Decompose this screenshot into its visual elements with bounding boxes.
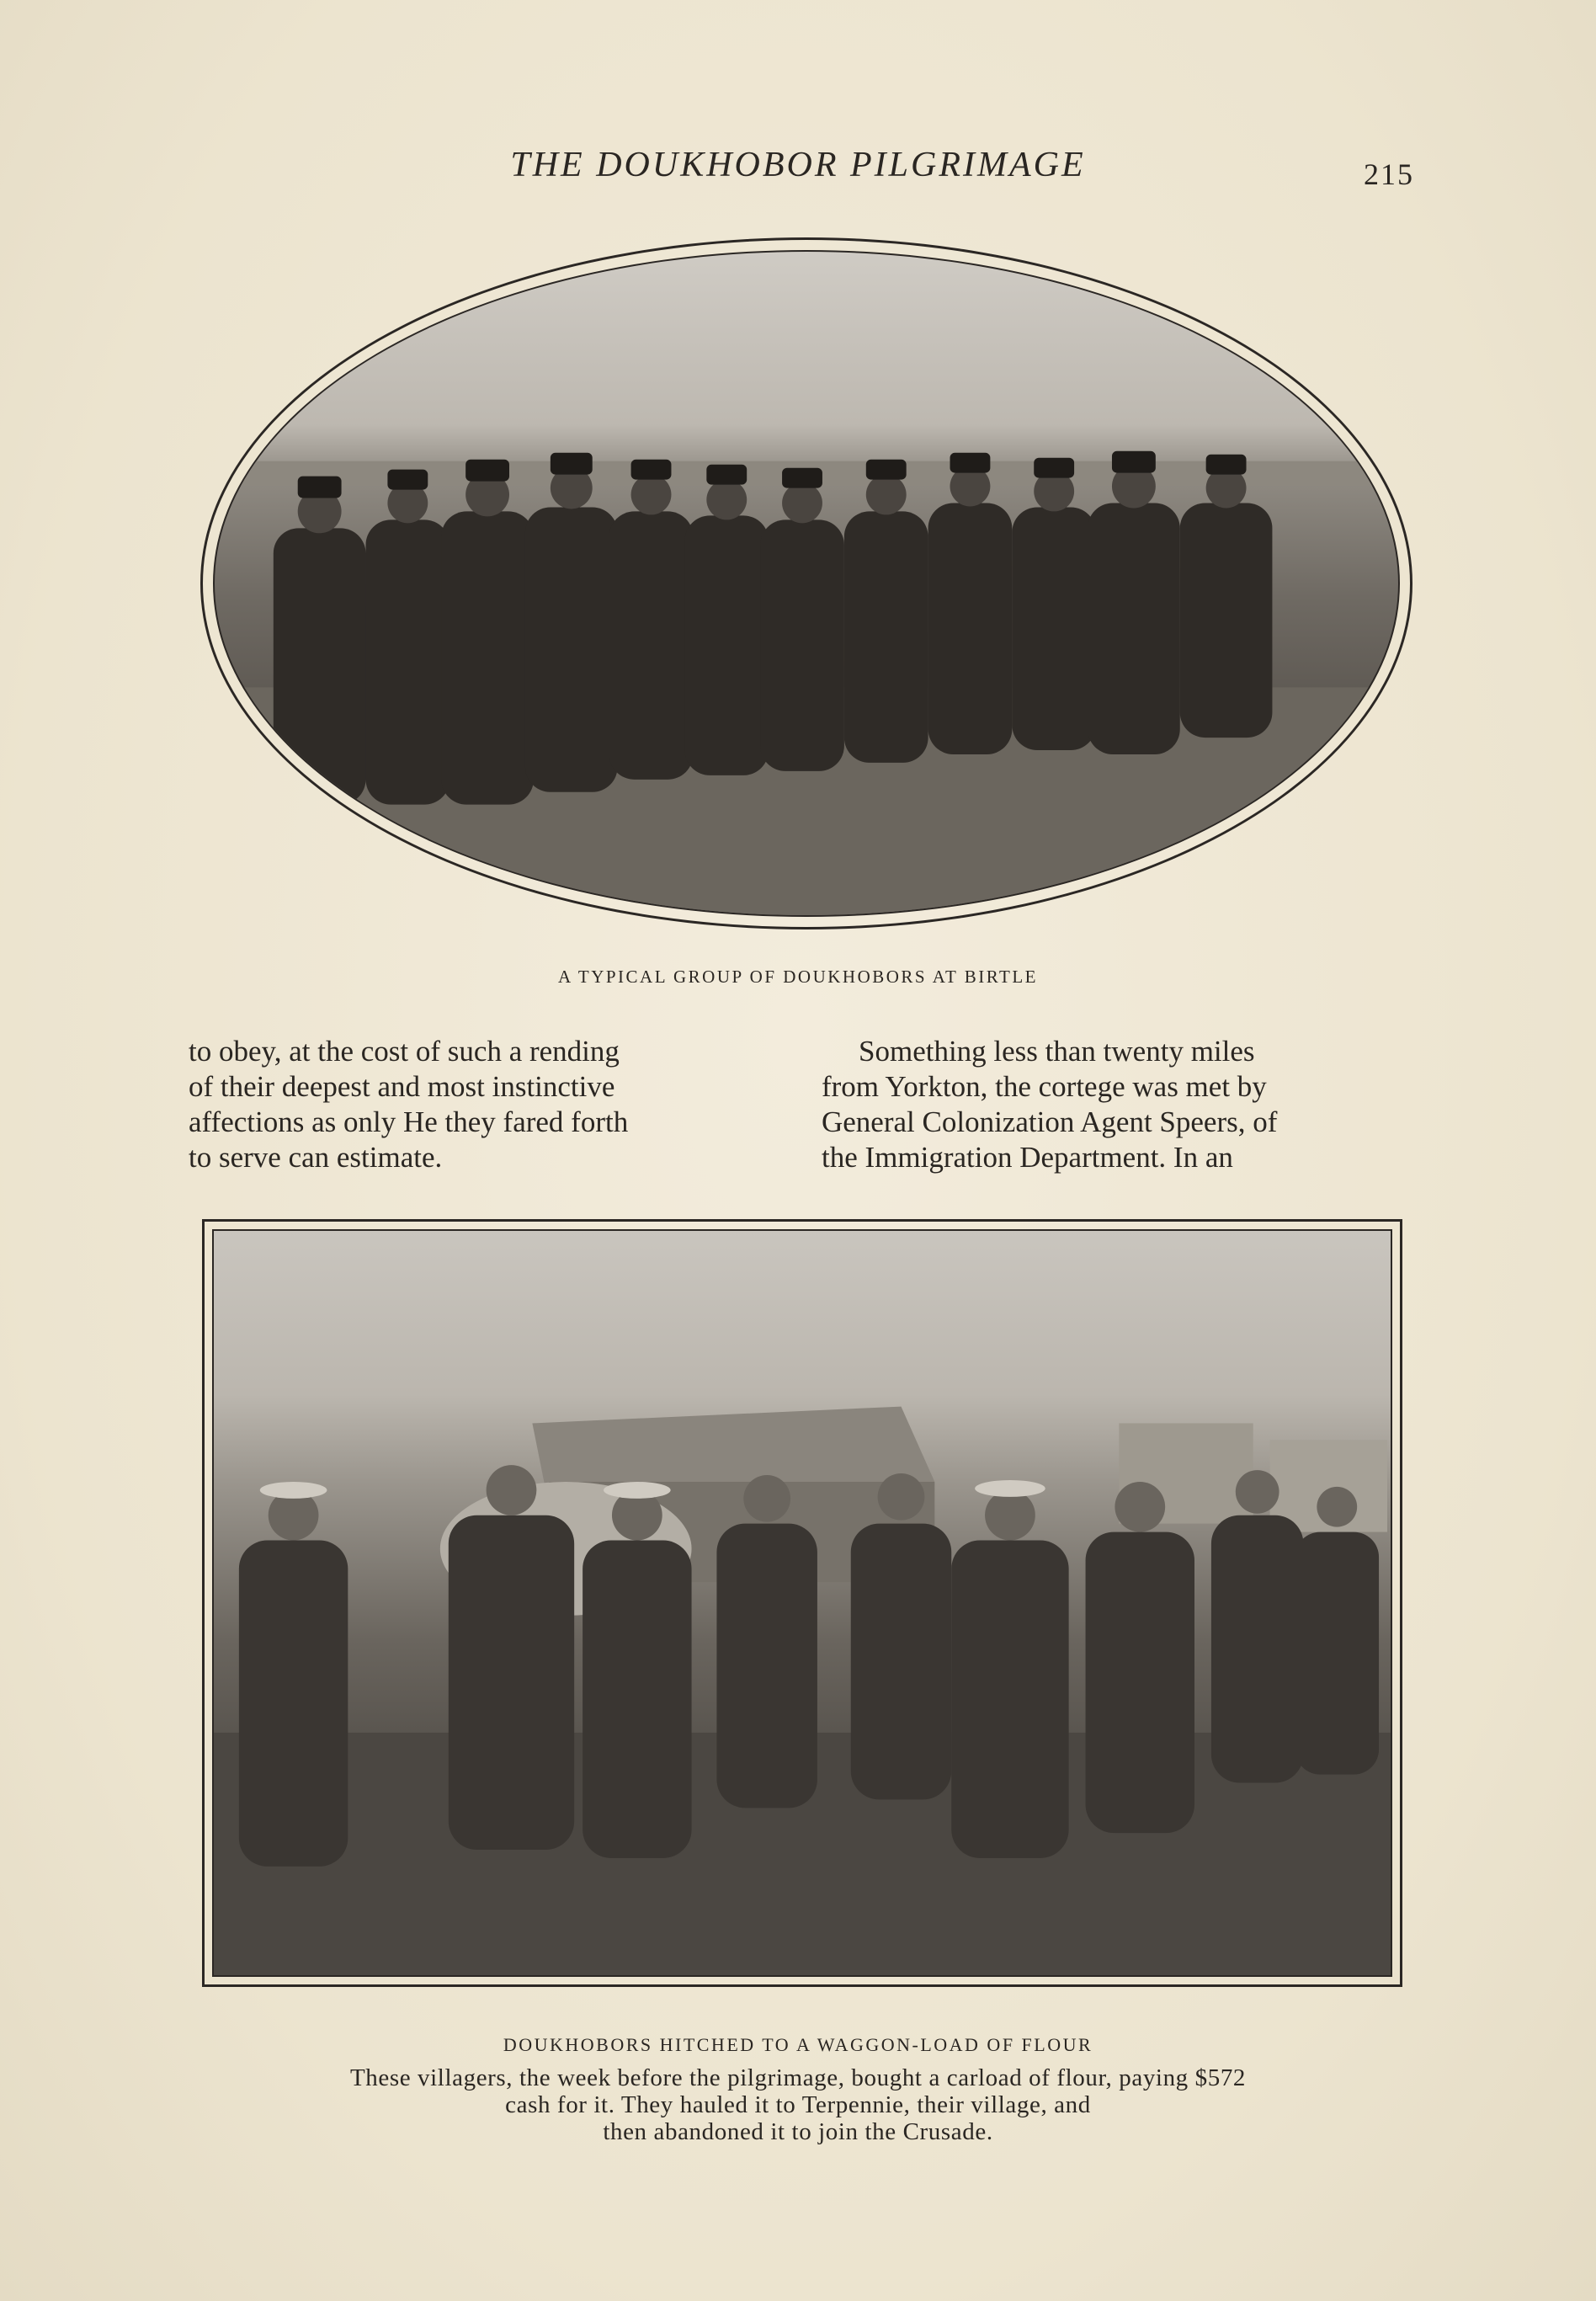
right-line-2: from Yorkton, the cortege was met by xyxy=(822,1070,1267,1103)
description-line-2: cash for it. They hauled it to Terpennie, their village, and xyxy=(505,2091,1091,2118)
running-title: THE DOUKHOBOR PILGRIMAGE xyxy=(510,146,1086,184)
photo-group-illustration xyxy=(215,252,1398,915)
left-line-2: of their deepest and most instinctive xyxy=(189,1070,615,1103)
left-line-4: to serve can estimate. xyxy=(189,1141,443,1174)
figure2-description xyxy=(0,2064,1596,2145)
description-line-3: then abandoned it to join the Crusade. xyxy=(603,2118,993,2145)
page-number: 215 xyxy=(1364,157,1414,191)
right-line-3: General Colonization Agent Speers, of xyxy=(822,1105,1278,1138)
left-text-column xyxy=(189,1034,778,1175)
right-line-4: the Immigration Department. In an xyxy=(822,1141,1233,1174)
rect-photo-frame xyxy=(202,1219,1402,1987)
photo-waggon-illustration xyxy=(214,1231,1391,1975)
left-line-1: to obey, at the cost of such a rending xyxy=(189,1035,620,1068)
right-line-1: Something less than twenty miles xyxy=(859,1035,1255,1068)
figure1-caption: A TYPICAL GROUP OF DOUKHOBORS AT BIRTLE xyxy=(558,967,1038,987)
left-line-3: affections as only He they fared forth xyxy=(189,1105,629,1138)
right-text-column xyxy=(822,1034,1412,1175)
figure2-caption: DOUKHOBORS HITCHED TO A WAGGON-LOAD OF FLOUR xyxy=(503,2034,1093,2055)
description-line-1: These villagers, the week before the pilgrimage, bought a carload of flour, paying $572 xyxy=(349,2064,1247,2091)
oval-photo-frame xyxy=(200,237,1412,929)
photo-group-at-birtle xyxy=(213,250,1400,917)
photo-hitched-to-waggon xyxy=(212,1229,1392,1977)
